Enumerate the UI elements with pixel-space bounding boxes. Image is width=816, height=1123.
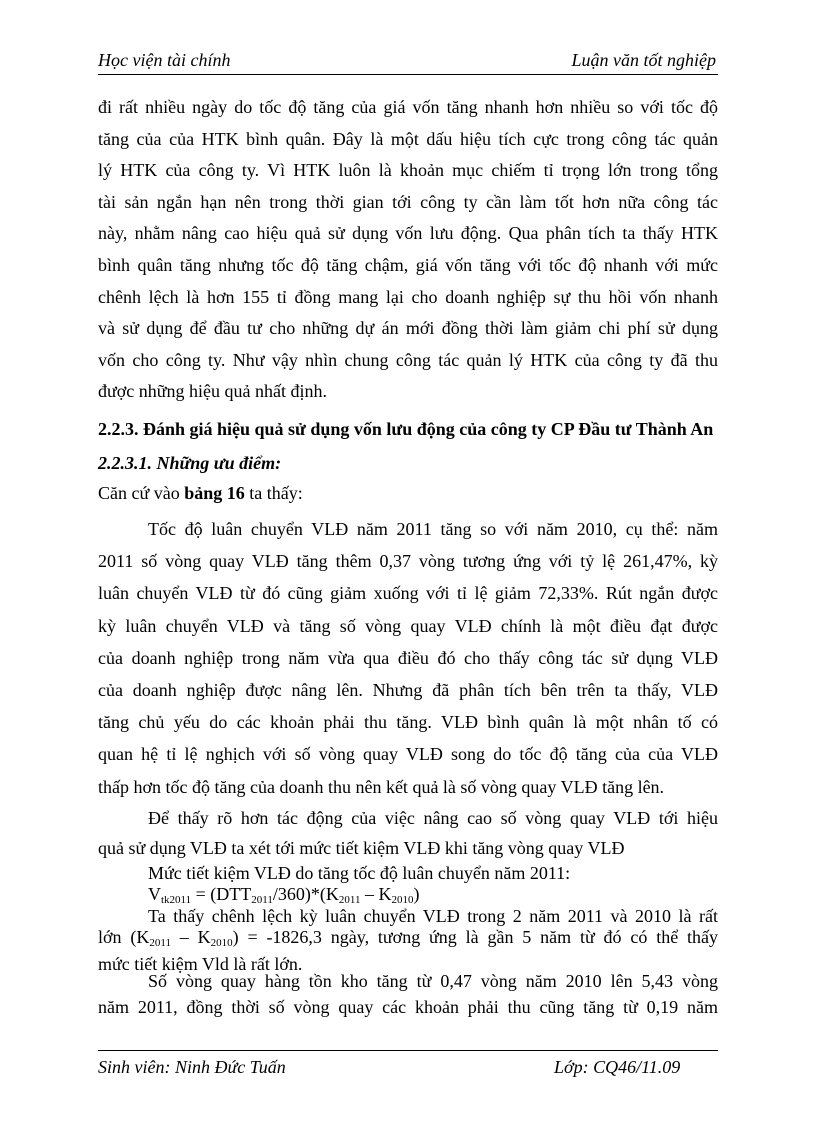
subsection-heading: 2.2.3.1. Những ưu điểm:: [98, 453, 282, 473]
text-segment: ) = -1826,3 ngày, tương ứng là gần 5 năm từ đó có thể thấy: [232, 927, 719, 947]
text-line: đi rất nhiều ngày do tốc độ tăng của giá vốn tăng nhanh hơn nhiều so với tốc độ: [98, 97, 718, 117]
formula-text: – K: [360, 884, 392, 904]
text-segment: lớn (K: [98, 927, 150, 947]
page-header: [98, 46, 718, 75]
formula-subscript: 2011: [149, 937, 171, 949]
text-line: mức tiết kiệm Vld là rất lớn.: [98, 954, 303, 974]
text-line: này, nhằm nâng cao hiệu quả sử dụng vốn lưu động. Qua phân tích ta thấy HTK: [98, 223, 718, 244]
intro-text-end: ta thấy:: [244, 483, 303, 503]
formula-subscript: 2010: [391, 894, 414, 906]
text-line: được những hiệu quả nhất định.: [98, 381, 327, 402]
text-segment: – K: [170, 927, 211, 947]
text-line: chênh lệch là hơn 155 tỉ đồng mang lại cho doanh nghiệp sự thu hồi vốn nhanh: [98, 286, 718, 307]
text-line: lý HTK của công ty. Vì HTK luôn là khoản mục chiếm tỉ trọng lớn trong tổng: [98, 160, 718, 181]
formula-text: = (DTT: [191, 884, 252, 904]
text-line: tăng của của HTK bình quân. Đây là một dấu hiệu tích cực trong công tác quản: [98, 128, 718, 149]
paragraph-inventory-turnover: [98, 968, 718, 1020]
intro-line: [98, 483, 303, 504]
text-line: của doanh nghiệp được nâng lên. Nhưng đã phân tích bên trên ta thấy, VLĐ: [98, 680, 718, 701]
intro-text: Căn cứ vào: [98, 483, 185, 503]
formula-subscript: tk2011: [161, 894, 192, 906]
formula-text: /360)*(K: [272, 884, 339, 904]
table-reference: bảng 16: [184, 483, 245, 503]
text-line: Tốc độ luân chuyển VLĐ năm 2011 tăng so với năm 2010, cụ thể: năm: [148, 519, 718, 539]
text-line: bình quân tăng nhưng tốc độ tăng chậm, giá vốn tăng với tốc độ nhanh với mức: [98, 254, 718, 275]
text-line: Ta thấy chênh lệch kỳ luân chuyển VLĐ trong 2 năm 2011 và 2010 là rất: [148, 906, 718, 926]
paragraph-turnover-speed: [98, 513, 718, 803]
footer-class: Lớp: CQ46/11.09: [554, 1057, 681, 1077]
text-line: của doanh nghiệp trong năm vừa qua điều đó cho thấy công tác sử dụng VLĐ: [98, 647, 718, 668]
formula-text: ): [413, 884, 420, 904]
header-document-type: Luận văn tốt nghiệp: [571, 50, 716, 70]
paragraph-savings-intro: [98, 803, 718, 863]
text-line: kỳ luân chuyển VLĐ và tăng số vòng quay VLĐ chính là một điều đạt được: [98, 615, 718, 636]
text-line: Số vòng quay hàng tồn kho tăng từ 0,47 vòng năm 2010 lên 5,43 vòng: [148, 971, 718, 991]
text-line: và sử dụng để đầu tư cho những dự án mới đồng thời làm giảm chi phí sử dụng: [98, 318, 718, 339]
paragraph-difference: [98, 906, 718, 975]
footer-student: Sinh viên: Ninh Đức Tuấn: [98, 1057, 286, 1077]
text-line: luân chuyển VLĐ từ đó cũng giảm xuống với tỉ lệ giảm 72,33%. Rút ngắn được: [98, 583, 718, 604]
text-line: tăng chủ yếu do các khoản phải thu tăng. VLĐ bình quân là một nhân tố có: [98, 712, 718, 733]
header-institution: Học viện tài chính: [98, 50, 231, 70]
formula-intro: Mức tiết kiệm VLĐ do tăng tốc độ luân chuyển năm 2011:: [148, 863, 571, 883]
formula: [148, 884, 718, 906]
page-footer: [98, 1050, 718, 1077]
formula-subscript: 2011: [251, 894, 273, 906]
text-line: năm 2011, đồng thời số vòng quay các khoản phải thu cũng tăng từ 0,19 năm: [98, 997, 718, 1017]
formula-subscript: 2010: [210, 937, 233, 949]
text-line: Để thấy rõ hơn tác động của việc nâng cao số vòng quay VLĐ tới hiệu: [148, 808, 718, 828]
section-heading: 2.2.3. Đánh giá hiệu quả sử dụng vốn lưu động của công ty CP Đầu tư Thành An: [98, 419, 714, 439]
formula-v: V: [148, 884, 161, 904]
text-line: tài sản ngắn hạn nên trong thời gian tới công ty cần làm tốt hơn nữa công tác: [98, 191, 718, 212]
text-line: [98, 927, 718, 954]
formula-subscript: 2011: [338, 894, 361, 906]
text-line: quả sử dụng VLĐ ta xét tới mức tiết kiệm VLĐ khi tăng vòng quay VLĐ: [98, 838, 625, 858]
text-line: vốn cho công ty. Như vậy nhìn chung công tác quản lý HTK của công ty đã thu: [98, 349, 718, 370]
text-line: quan hệ tỉ lệ nghịch với số vòng quay VLĐ song do tốc độ tăng của của VLĐ: [98, 744, 718, 765]
text-line: thấp hơn tốc độ tăng của doanh thu nên kết quả là số vòng quay VLĐ tăng lên.: [98, 776, 665, 797]
text-line: 2011 số vòng quay VLĐ tăng thêm 0,37 vòng tương ứng với tỷ lệ 261,47%, kỳ: [98, 551, 718, 572]
paragraph-htk-summary: [98, 92, 718, 408]
